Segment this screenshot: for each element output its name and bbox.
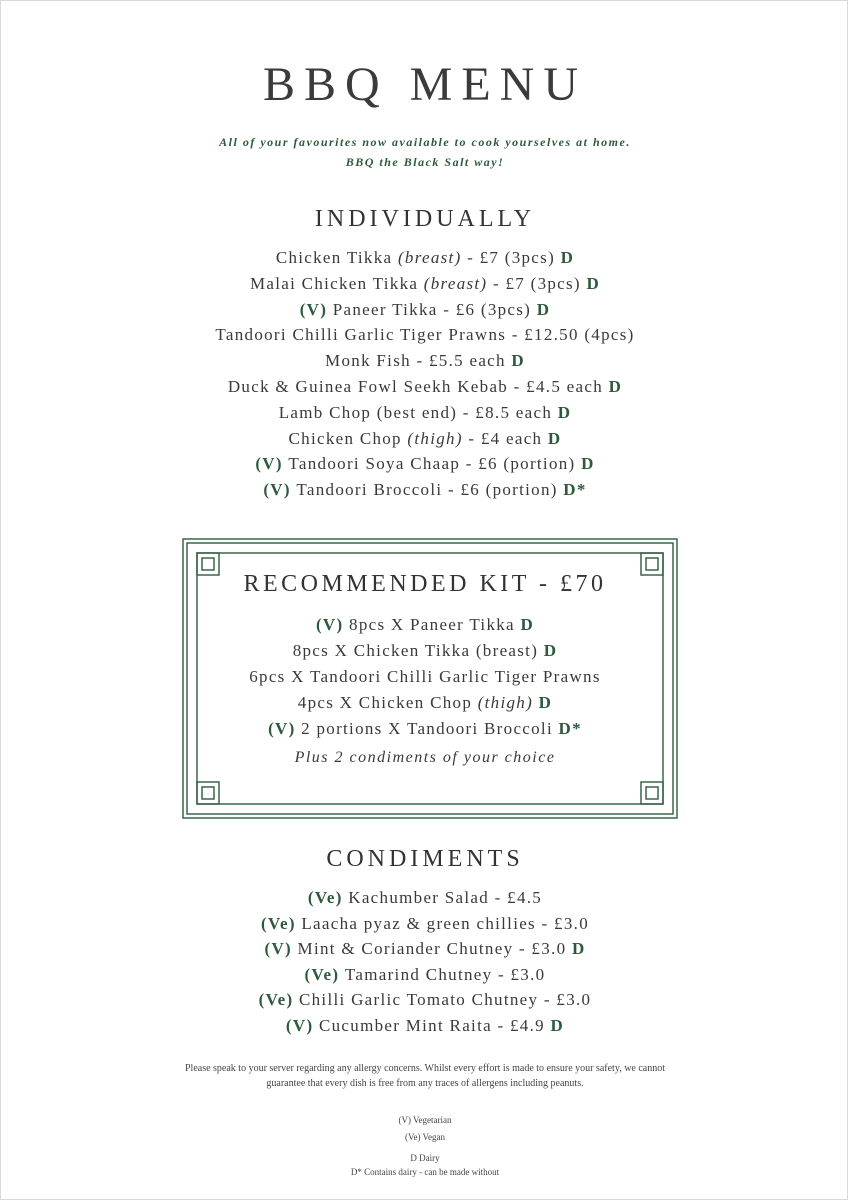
legend-vegetarian: (V) Vegetarian xyxy=(398,1115,452,1125)
item-allergen: D* xyxy=(558,719,582,738)
item-note: (breast) xyxy=(397,248,462,267)
item-name: Cucumber Mint Raita xyxy=(318,1016,492,1035)
item-allergen: D* xyxy=(563,480,587,500)
tagline-line-1: All of your favourites now available to cook yourselves at home. xyxy=(219,135,631,149)
item-price: - £6 (portion) xyxy=(442,480,564,500)
item-prefix: (Ve) xyxy=(261,913,302,933)
item-name: Laacha pyaz & green chillies xyxy=(301,913,536,933)
menu-item xyxy=(1,351,848,371)
item-allergen: D xyxy=(560,248,575,267)
menu-item xyxy=(1,480,848,500)
item-allergen: D xyxy=(511,351,525,371)
item-price: - £6 (3pcs) xyxy=(437,299,537,319)
item-name: Paneer Tikka xyxy=(332,299,438,319)
item-name: Chicken Tikka xyxy=(275,248,398,267)
item-allergen: D xyxy=(520,615,535,634)
kit-plus-note: Plus 2 condiments of your choice xyxy=(294,749,556,766)
item-price: - £3.0 xyxy=(513,939,572,959)
item-name: 2 portions X Tandoori Broccoli xyxy=(301,719,553,738)
item-name: Tandoori Soya Chaap xyxy=(288,454,461,474)
item-name: 6pcs X Tandoori Chilli Garlic Tiger Prawns xyxy=(249,667,601,686)
item-name: Lamb Chop (best end) xyxy=(278,402,458,422)
item-note: (thigh) xyxy=(407,428,463,448)
item-name: Malai Chicken Tikka xyxy=(249,273,424,293)
menu-item xyxy=(1,888,848,908)
item-name: Tamarind Chutney xyxy=(344,964,493,984)
item-price: - £3.0 xyxy=(538,990,592,1010)
item-name: 4pcs X Chicken Chop xyxy=(297,693,478,712)
legend-dairy-optional: D* Contains dairy - can be made without xyxy=(350,1167,500,1177)
item-name: Tandoori Broccoli xyxy=(296,480,443,500)
item-prefix: (V) xyxy=(315,615,350,634)
item-price: - £7 (3pcs) xyxy=(461,248,561,267)
legend-vegan: (Ve) Vegan xyxy=(404,1132,446,1142)
item-allergen: D xyxy=(536,299,551,319)
menu-item xyxy=(1,1016,848,1036)
item-allergen: D xyxy=(550,1016,565,1035)
item-prefix: (V) xyxy=(255,454,289,474)
item-price: - £4 each xyxy=(462,428,548,448)
menu-item xyxy=(1,719,848,739)
item-name: Mint & Coriander Chutney xyxy=(297,939,514,959)
item-note: (thigh) xyxy=(477,693,534,712)
item-price: - £12.50 (4pcs) xyxy=(506,325,635,345)
item-allergen: D xyxy=(586,273,601,293)
item-price: - £3.0 xyxy=(492,964,546,984)
item-price: - £4.5 xyxy=(489,888,543,907)
menu-item xyxy=(1,641,848,661)
item-price: - £3.0 xyxy=(535,913,589,933)
menu-item xyxy=(1,300,848,320)
menu-item xyxy=(1,429,848,449)
item-allergen: D xyxy=(538,693,553,712)
item-prefix: (V) xyxy=(299,299,333,319)
item-price: - £4.9 xyxy=(491,1016,551,1035)
item-prefix: (Ve) xyxy=(304,964,345,984)
page-title: BBQ MENU xyxy=(262,58,588,111)
item-name: Chicken Chop xyxy=(288,428,408,448)
individually-heading: INDIVIDUALLY xyxy=(314,206,536,232)
tagline-line-2: BBQ the Black Salt way! xyxy=(345,155,505,169)
item-name: Kachumber Salad xyxy=(348,888,490,907)
item-name: 8pcs X Chicken Tikka (breast) xyxy=(292,641,539,660)
item-allergen: D xyxy=(608,377,623,396)
menu-item xyxy=(1,248,848,268)
item-price: - £8.5 each xyxy=(457,402,558,422)
legend-dairy: D Dairy xyxy=(410,1153,440,1163)
item-note: (breast) xyxy=(423,273,488,293)
item-prefix: (Ve) xyxy=(307,888,349,907)
menu-item xyxy=(1,914,848,934)
menu-item xyxy=(1,667,848,687)
item-price: - £7 (3pcs) xyxy=(487,273,587,293)
item-allergen: D xyxy=(543,641,558,660)
item-prefix: (V) xyxy=(263,480,297,500)
item-prefix: (V) xyxy=(268,719,302,738)
item-name: Duck & Guinea Fowl Seekh Kebab xyxy=(227,377,509,396)
allergy-note-line-1: Please speak to your server regarding any allergy concerns. Whilst every effort is made to ensure your safety, we cannot xyxy=(184,1063,666,1074)
item-name: Tandoori Chilli Garlic Tiger Prawns xyxy=(215,325,507,345)
item-name: 8pcs X Paneer Tikka xyxy=(349,615,515,634)
item-allergen: D xyxy=(557,402,572,422)
menu-item xyxy=(1,990,848,1010)
item-prefix: (V) xyxy=(264,939,298,959)
item-name: Chilli Garlic Tomato Chutney xyxy=(298,990,539,1010)
menu-item xyxy=(1,939,848,959)
menu-item xyxy=(1,377,848,397)
menu-item xyxy=(1,274,848,294)
item-price: - £5.5 each xyxy=(410,351,512,371)
menu-item xyxy=(1,693,848,713)
kit-heading: RECOMMENDED KIT - £70 xyxy=(243,571,607,597)
item-prefix: (V) xyxy=(285,1016,319,1035)
menu-item xyxy=(1,615,848,635)
item-price: - £4.5 each xyxy=(508,377,609,396)
menu-item xyxy=(1,454,848,474)
item-prefix: (Ve) xyxy=(258,990,299,1010)
menu-item xyxy=(1,965,848,985)
item-allergen: D xyxy=(581,454,595,474)
condiments-heading: CONDIMENTS xyxy=(326,846,524,872)
item-price: - £6 (portion) xyxy=(460,454,582,474)
menu-item xyxy=(1,403,848,423)
item-allergen: D xyxy=(571,939,586,959)
allergy-note-line-2: guarantee that every dish is free from any traces of allergens including peanuts. xyxy=(266,1078,584,1089)
item-allergen: D xyxy=(547,428,562,448)
menu-item xyxy=(1,325,848,345)
item-name: Monk Fish xyxy=(325,351,411,371)
